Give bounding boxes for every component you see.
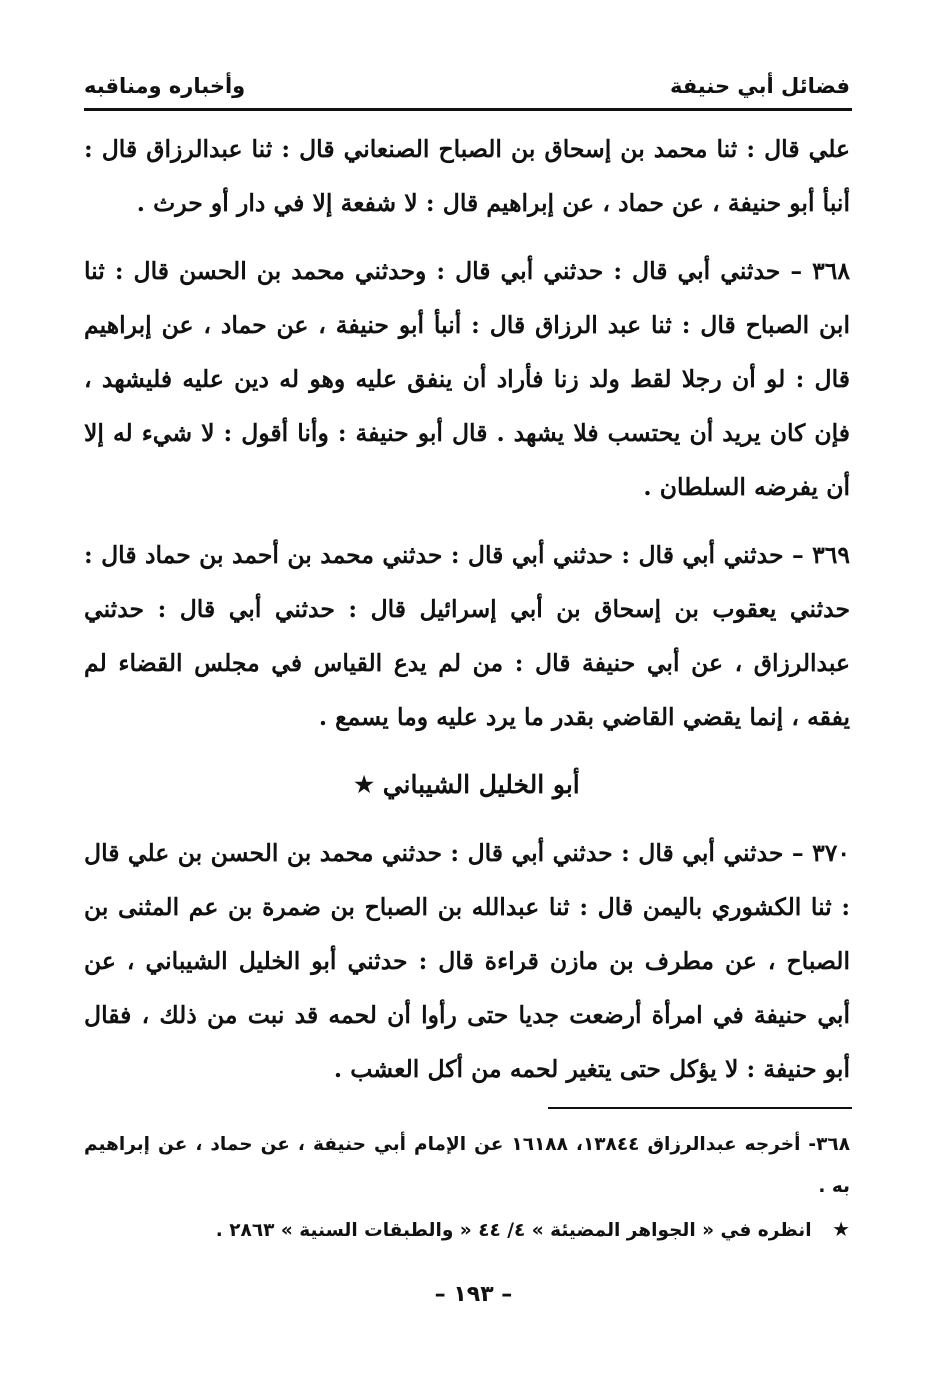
footnote-divider — [548, 1107, 852, 1109]
footnote-star-text: انظره في « الجواهر المضيئة » ٤/ ٤٤ « والطبقات السنية » ٢٨٦٣ . — [215, 1220, 812, 1241]
footnote-star — [84, 1208, 850, 1252]
page-number: – ١٩٣ – — [434, 1282, 513, 1307]
paragraph-continuation: علي قال : ثنا محمد بن إسحاق بن الصباح الصنعاني قال : ثنا عبدالرزاق قال : أنبأ أبو حنيفة ، عن حماد ، عن إبراهيم قال : لا شفعة إلا في دار أو حرث . — [84, 135, 850, 217]
paragraph-368: ٣٦٨ – حدثني أبي قال : حدثني أبي قال : وحدثني محمد بن الحسن قال : ثنا ابن الصباح قال : ثنا عبد الرزاق قال : أنبأ أبو حنيفة ، عن حماد ، عن إبراهيم قال : لو أن رجلا لقط ولد زنا فأراد أن ينفق عليه وهو له دين عليه فليشهد ، فإن كان يريد أن يحتسب فلا يشهد . قال أبو حنيفة : وأنا أقول : لا شيء له إلا أن يفرضه السلطان . — [84, 257, 850, 501]
footnote-star-icon: ★ — [832, 1217, 850, 1241]
header-section-title: وأخباره ومناقبه — [84, 74, 246, 98]
main-text — [84, 122, 850, 1110]
paragraph-369: ٣٦٩ – حدثني أبي قال : حدثني أبي قال : حدثني محمد بن أحمد بن حماد قال : حدثني يعقوب بن إسحاق بن أبي إسرائيل قال : حدثني أبي قال : حدثني عبدالرزاق ، عن أبي حنيفة قال : من لم يدع القياس في مجلس القضاء لم يفقه ، إنما يقضي القاضي بقدر ما يرد عليه وما يسمع . — [84, 541, 850, 731]
header-book-title: فضائل أبي حنيفة — [669, 74, 850, 98]
paragraph-370: ٣٧٠ – حدثني أبي قال : حدثني أبي قال : حدثني محمد بن الحسن بن علي قال : ثنا الكشوري باليمن قال : ثنا عبدالله بن الصباح بن ضمرة بن عم المثنى بن الصباح ، عن مطرف بن مازن قراءة قال : حدثني أبو الخليل الشيباني ، عن أبي حنيفة في امرأة أرضعت جديا حتى رأوا أن لحمه قد نبت من ذلك ، فقال أبو حنيفة : لا يؤكل حتى يتغير لحمه من أكل العشب . — [84, 839, 850, 1083]
header-divider — [84, 108, 852, 111]
section-heading-text: أبو الخليل الشيباني — [382, 770, 580, 799]
footnote-star-marker: ★ — [354, 772, 374, 798]
section-heading — [84, 758, 850, 812]
footnote-368: ٣٦٨- أخرجه عبدالرزاق ١٣٨٤٤، ١٦١٨٨ عن الإمام أبي حنيفة ، عن حماد ، عن إبراهيم به . — [84, 1134, 850, 1197]
footnotes — [84, 1124, 850, 1252]
running-header — [84, 72, 850, 106]
